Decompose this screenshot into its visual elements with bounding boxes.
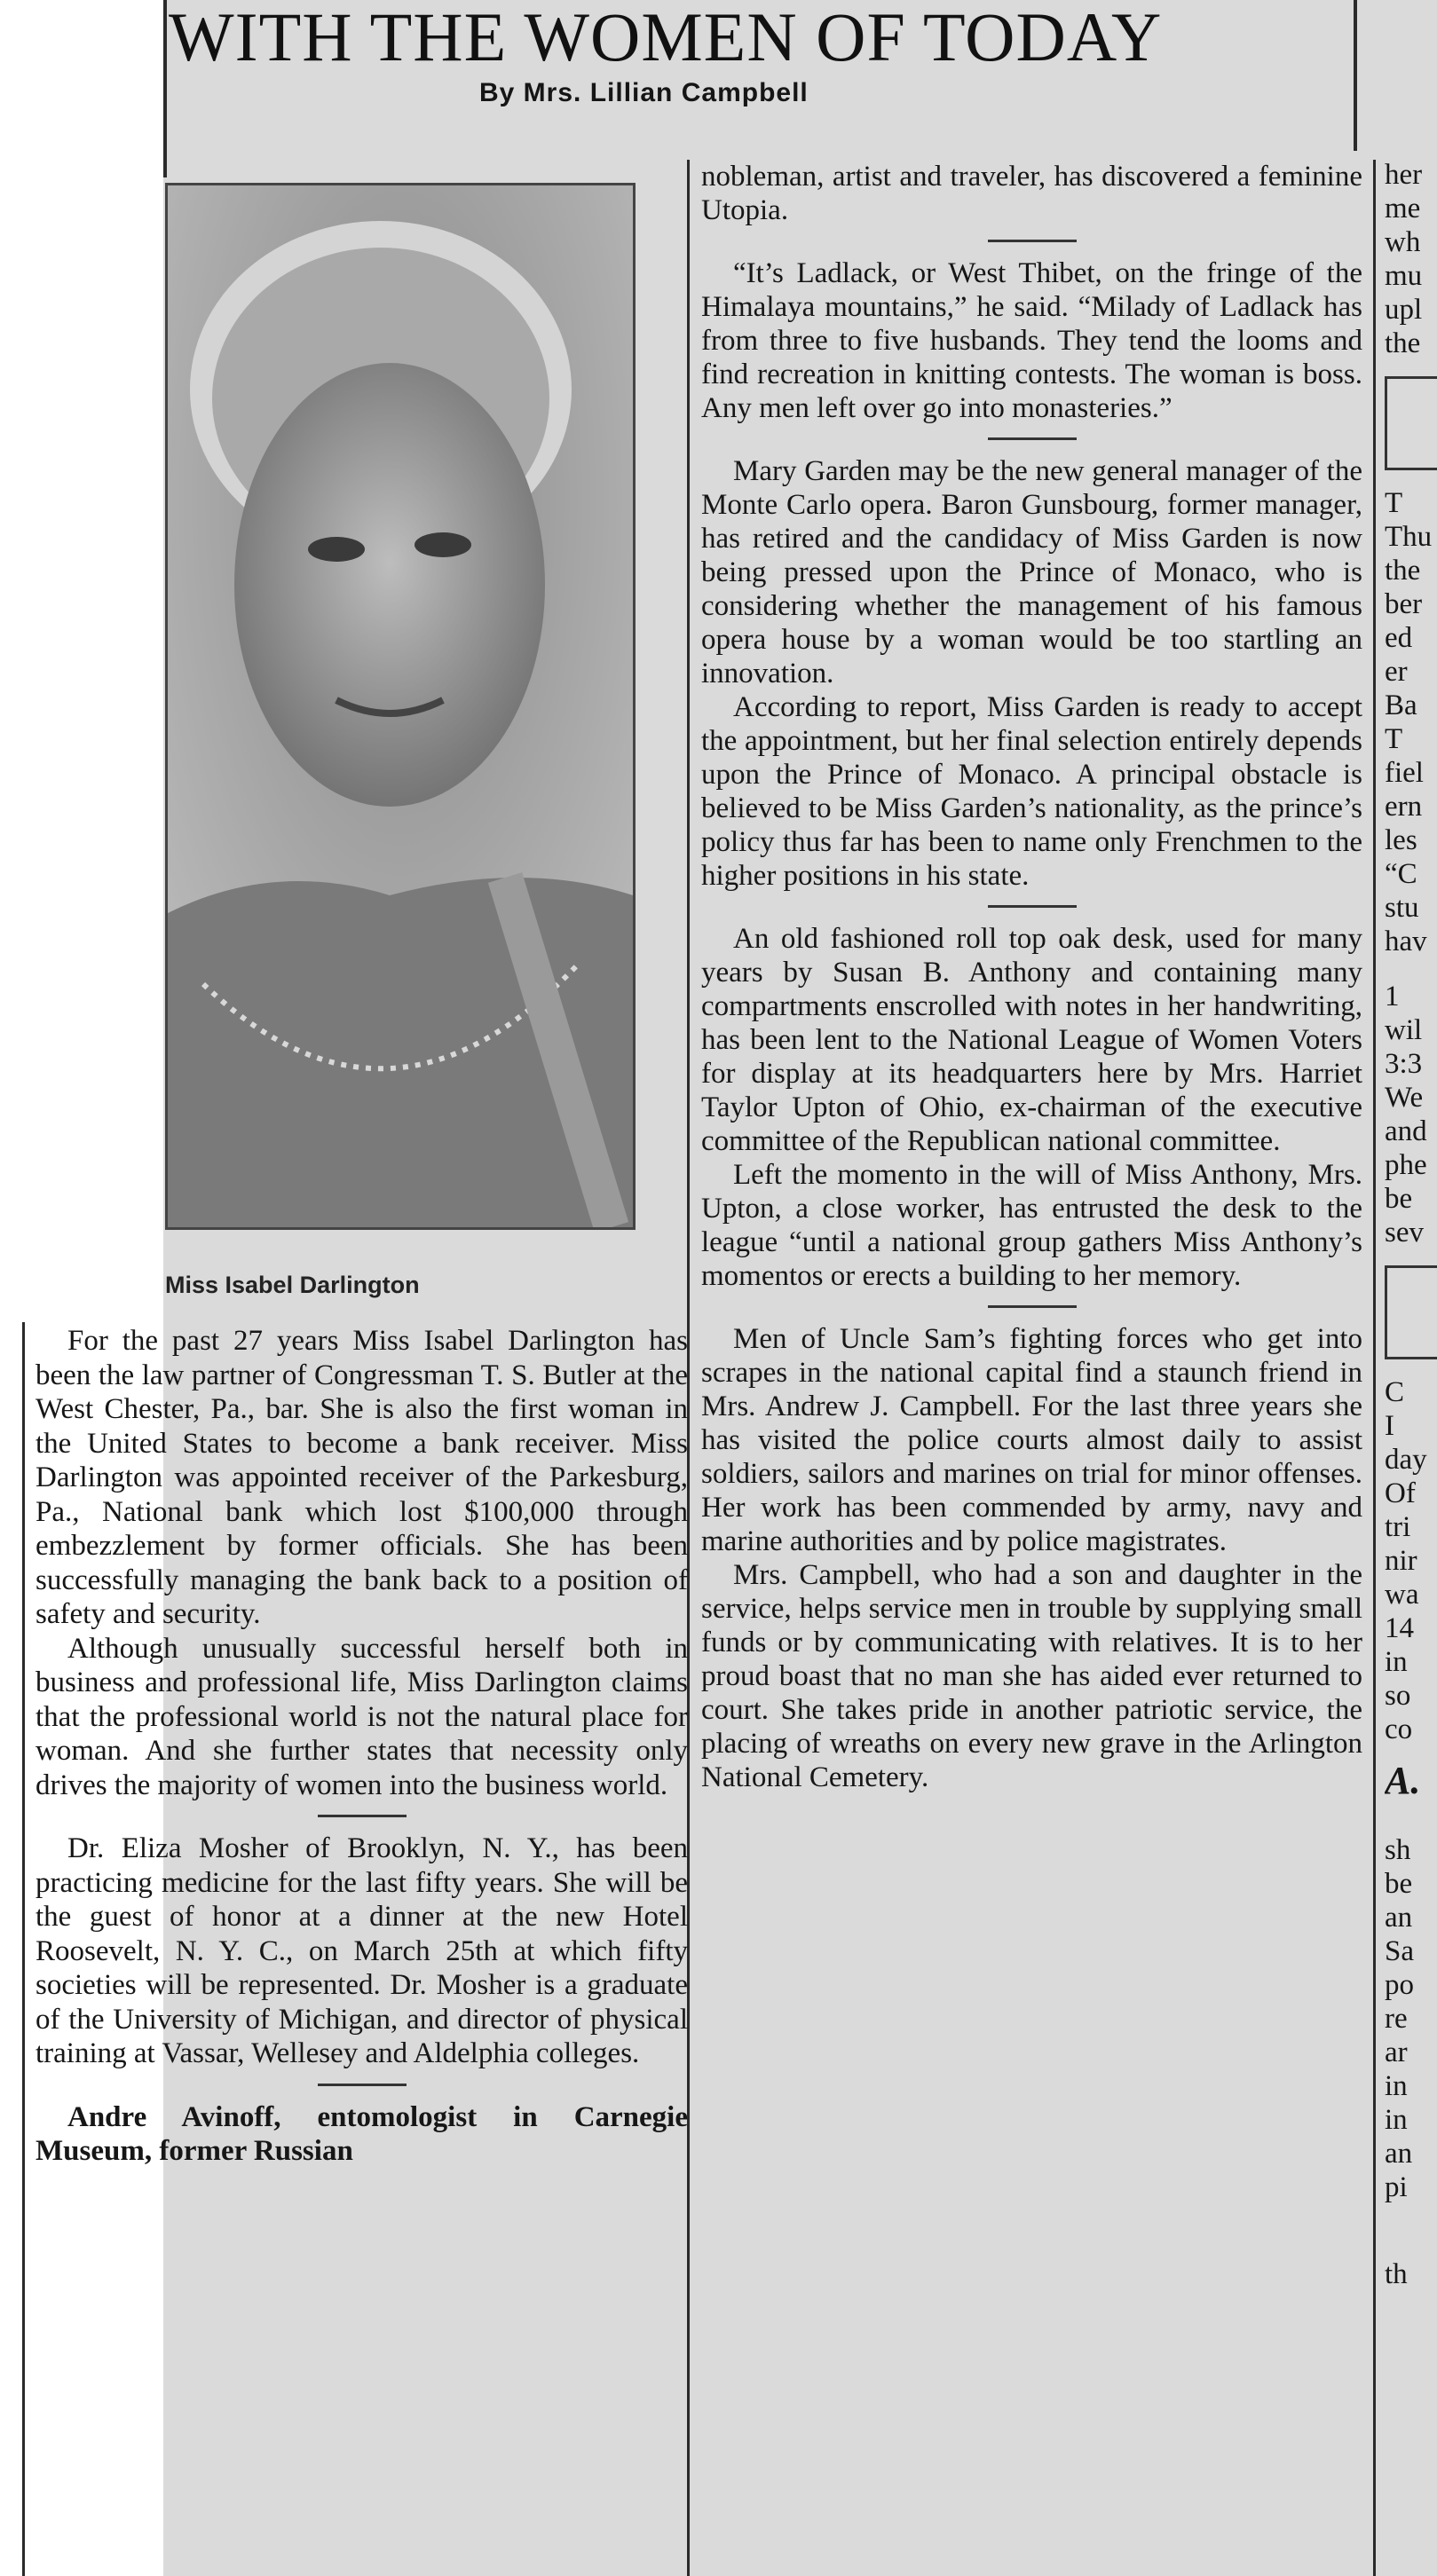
c3-box-rule (1385, 1265, 1437, 1359)
column-3-cropped (1385, 158, 1437, 2291)
c3-line: upl (1385, 294, 1423, 326)
separator (988, 437, 1077, 440)
c3-line: Of (1385, 1477, 1416, 1509)
c3-line: Ba (1385, 689, 1417, 721)
c3-line: an (1385, 2138, 1413, 2170)
c3-line: be (1385, 1183, 1413, 1215)
article-avinoff-continued: nobleman, artist and traveler, has discovered a feminine Utopia. (701, 161, 1362, 226)
article-garden-p1: Mary Garden may be the new general manager of the Monte Carlo opera. Baron Gunsbourg, former manager, has retired and the candidacy of Miss Garden is now being pressed upon the Prince of Monaco, who is considering whether the management of his famous opera house by a woman would be too startling an innovation. (701, 455, 1362, 689)
byline: By Mrs. Lillian Campbell (479, 78, 809, 107)
c3-line: 1 (1385, 981, 1400, 1012)
column-2 (701, 160, 1362, 1794)
article-avinoff-start: Andre Avinoff, entomologist in Carnegie Museum, former Russian (36, 2100, 688, 2167)
c3-line: C (1385, 1376, 1405, 1408)
c3-line: ern (1385, 791, 1423, 823)
c3-line: co (1385, 1713, 1413, 1745)
c3-line: phe (1385, 1149, 1427, 1181)
separator (988, 1305, 1077, 1308)
c3-line: wa (1385, 1579, 1419, 1611)
c3-line: er (1385, 656, 1408, 688)
c3-line: stu (1385, 892, 1419, 924)
c3-line: be (1385, 1868, 1413, 1900)
c3-line: re (1385, 2003, 1408, 2035)
article-darlington-p1: For the past 27 years Miss Isabel Darlington has been the law partner of Congressman T. S. Butler at the West Chester, Pa., bar. She is also the first woman in the United States to become a bank receiver. Miss Darlington was appointed receiver of the Parkesburg, Pa., National bank which lost $100,000 through embezzlement by former officials. She has been successfully managing the bank back to a position of safety and security. (36, 1325, 688, 1630)
column-divider-2 (1373, 160, 1376, 2576)
c3-line: the (1385, 327, 1421, 359)
c3-line: We (1385, 1082, 1424, 1114)
c3-line: sev (1385, 1217, 1424, 1249)
c3-line: T (1385, 487, 1403, 519)
c3-line: so (1385, 1680, 1411, 1712)
c3-line: ber (1385, 588, 1423, 620)
article-garden-p2: According to report, Miss Garden is ready to accept the appointment, but her final selection entirely depends upon the Prince of Monaco. A principal obstacle is believed to be Miss Garden’s nationality, as the prince’s policy thus far has been to name only Frenchmen to the higher positions in his state. (701, 691, 1362, 892)
column-1 (36, 1324, 688, 2169)
separator (988, 240, 1077, 242)
c3-line: “C (1385, 858, 1417, 890)
article-campbell-p2: Mrs. Campbell, who had a son and daughter in the service, helps service men in trouble by supplying small funds or by communicating with relatives. It is to her proud boast that no man she has aided ever returned to court. She takes pride in another patriotic service, the placing of wreaths on every new grave in the Arlington National Cemetery. (701, 1559, 1362, 1793)
page-margin (0, 0, 163, 1322)
c3-line: me (1385, 193, 1421, 225)
c3-line: 3:3 (1385, 1048, 1423, 1080)
c3-gap (1385, 958, 1437, 980)
c3-line: ar (1385, 2036, 1408, 2068)
c3-line: in (1385, 2070, 1408, 2102)
header-left-rule (163, 0, 167, 177)
c3-line: tri (1385, 1511, 1411, 1543)
c3-line: nir (1385, 1545, 1417, 1577)
c3-line: T (1385, 723, 1403, 755)
c3-line: Thu (1385, 521, 1433, 553)
c3-gap (1385, 1798, 1437, 1833)
c3-line: wil (1385, 1014, 1423, 1046)
article-campbell-p1: Men of Uncle Sam’s fighting forces who get into scrapes in the national capital find a staunch friend in Mrs. Andrew J. Campbell. For the last three years she has visited the police courts almost daily to assist soldiers, sailors and marines on trial for minor offenses. Her work has been commended by army, navy and marine authorities and by police magistrates. (701, 1323, 1362, 1557)
article-mosher: Dr. Eliza Mosher of Brooklyn, N. Y., has been practicing medicine for the last fifty years. She will be the guest of honor at a dinner at the new Hotel Roosevelt, N. Y. C., on March 25th at which fifty societies will be represented. Dr. Mosher is a graduate of the University of Michigan, and director of physical training at Vassar, Wellesey and Aldelphia colleges. (36, 1832, 688, 2069)
c3-line: les (1385, 824, 1417, 856)
c3-line: in (1385, 2104, 1408, 2136)
headline: WITH THE WOMEN OF TODAY (169, 0, 1163, 75)
photo-caption: Miss Isabel Darlington (165, 1272, 420, 1298)
c3-box-rule (1385, 376, 1437, 470)
c3-line: I (1385, 1410, 1394, 1442)
c3-line: the (1385, 555, 1421, 587)
c3-line: ed (1385, 622, 1413, 654)
portrait-photo (165, 183, 636, 1230)
c3-line: wh (1385, 226, 1421, 258)
c3-gap (1385, 2204, 1437, 2257)
c3-line: fiel (1385, 757, 1424, 789)
c3-line: her (1385, 159, 1423, 191)
c3-line: th (1385, 2258, 1408, 2290)
c3-line: hav (1385, 926, 1427, 957)
left-edge-rule (22, 1322, 25, 2576)
c3-line: Sa (1385, 1935, 1414, 1967)
c3-line: mu (1385, 260, 1423, 292)
c3-heading-fragment: A. (1385, 1759, 1421, 1802)
c3-line: in (1385, 1646, 1408, 1678)
c3-line: pi (1385, 2171, 1408, 2203)
article-ladlack-quote: “It’s Ladlack, or West Thibet, on the fringe of the Himalaya mountains,” he said. “Milady of Ladlack has from three to five husbands. They tend the looms and find recreation in knitting contests. The woman is boss. Any men left over go into monasteries.” (701, 257, 1362, 424)
article-anthony-desk-p2: Left the momento in the will of Miss Anthony, Mrs. Upton, a close worker, has entrusted the desk to the league “until a national group gathers Miss Anthony’s momentos or erects a building to her memory. (701, 1159, 1362, 1292)
c3-line: day (1385, 1444, 1427, 1476)
c3-line: an (1385, 1902, 1413, 1934)
separator (318, 2084, 407, 2086)
c3-line: 14 (1385, 1612, 1414, 1644)
portrait-image (168, 185, 633, 1227)
article-darlington-p2: Although unusually successful herself both in business and professional life, Miss Darlington claims that the professional world is not the natural place for woman. And she further states that necessity only drives the majority of women into the business world. (36, 1632, 688, 1801)
article-anthony-desk-p1: An old fashioned roll top oak desk, used for many years by Susan B. Anthony and containing many compartments enscrolled with notes in her handwriting, has been lent to the National League of Women Voters for display at its headquarters here by Mrs. Harriet Taylor Upton of Ohio, ex-chairman of the executive committee of the Republican national committee. (701, 923, 1362, 1157)
separator (988, 905, 1077, 908)
c3-line: sh (1385, 1834, 1411, 1866)
c3-line: po (1385, 1969, 1414, 2001)
separator (318, 1815, 407, 1817)
c3-line: and (1385, 1115, 1427, 1147)
